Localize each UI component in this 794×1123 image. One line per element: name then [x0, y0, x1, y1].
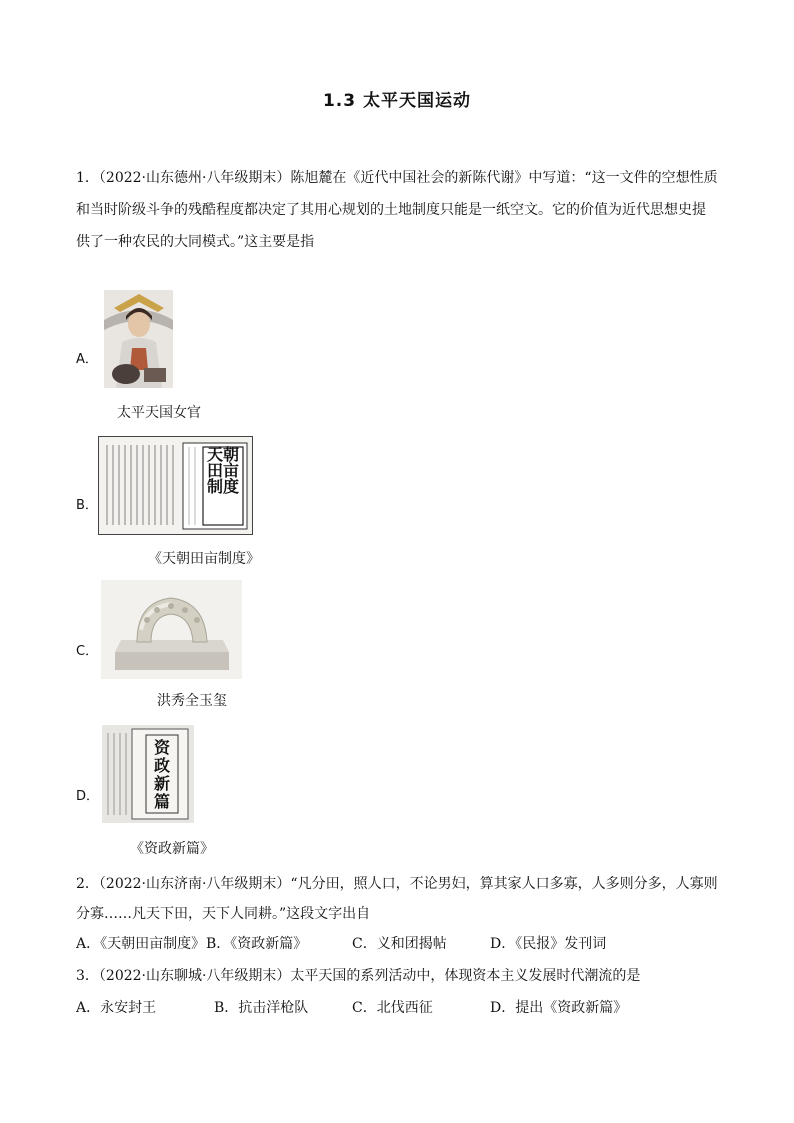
- q2-stem-line-1: 2．（2022·山东济南·八年级期末）“凡分田，照人口，不论男妇，算其家人口多寡，人多则分多，人寡则: [76, 876, 718, 892]
- q1-option-c-label[interactable]: C．: [76, 644, 99, 659]
- q1-option-a-label[interactable]: A．: [76, 352, 98, 367]
- q2-option-b[interactable]: B．《资政新篇》: [206, 936, 308, 952]
- q1-stem-line-3: 供了一种农民的大同模式。”这主要是指: [76, 234, 315, 250]
- q1-option-b-label[interactable]: B．: [76, 498, 98, 513]
- q3-option-c[interactable]: C．北伐西征: [352, 1000, 433, 1016]
- book-scan-icon[interactable]: [102, 725, 194, 823]
- q1-option-a-caption: 太平天国女官: [117, 405, 201, 421]
- document-scan-icon[interactable]: [98, 436, 253, 535]
- q1-stem-line-1: 1．（2022·山东德州·八年级期末）陈旭麓在《近代中国社会的新陈代谢》中写道：“这一文件的空想性质: [76, 170, 718, 186]
- female-official-photo-icon[interactable]: [104, 290, 173, 388]
- q2-stem-line-2: 分寡……凡天下田，天下人同耕。”这段文字出自: [76, 906, 371, 922]
- q3-stem-line: 3．（2022·山东聊城·八年级期末）太平天国的系列活动中，体现资本主义发展时代潮流的是: [76, 968, 641, 984]
- jade-seal-photo-icon[interactable]: [101, 580, 242, 679]
- q2-option-a[interactable]: A．《天朝田亩制度》: [76, 936, 206, 952]
- q2-option-c[interactable]: C．义和团揭帖: [352, 936, 447, 952]
- document-cover-title: 天朝田亩制度: [206, 445, 239, 496]
- q1-stem-line-2: 和当时阶级斗争的残酷程度都决定了其用心规划的土地制度只能是一纸空文。它的价值为近代思想史提: [76, 202, 706, 218]
- q2-option-d[interactable]: D．《民报》发刊词: [490, 936, 607, 952]
- q3-option-b[interactable]: B．抗击洋枪队: [214, 1000, 309, 1016]
- page-title: 1.3 太平天国运动: [322, 91, 472, 111]
- q1-option-d-caption: 《资政新篇》: [130, 841, 214, 857]
- q3-option-a[interactable]: A．永安封王: [76, 1000, 157, 1016]
- book-cover-title: 资政新篇: [153, 738, 170, 811]
- q1-option-d-label[interactable]: D．: [76, 789, 100, 804]
- q3-option-d[interactable]: D．提出《资政新篇》: [490, 1000, 628, 1016]
- q1-option-b-caption: 《天朝田亩制度》: [148, 551, 260, 567]
- q1-option-c-caption: 洪秀全玉玺: [157, 693, 227, 709]
